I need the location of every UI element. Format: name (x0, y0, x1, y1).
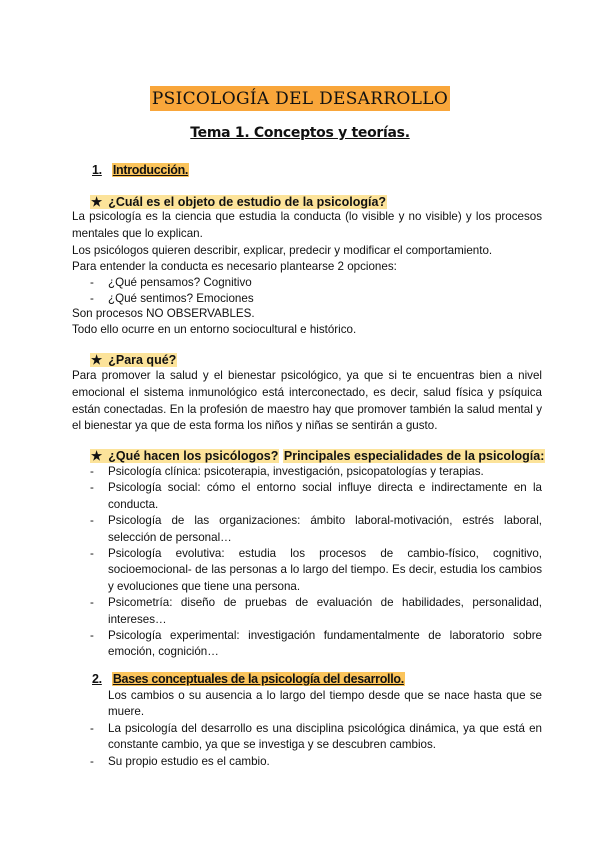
question-1-line-2: Los psicólogos quieren describir, explicar, predecir y modificar el comportamiento. (72, 244, 493, 257)
dash-bullet: - (90, 629, 94, 643)
question-2-paragraph: Para promover la salud y el bienestar psicológico, ya que si te encuentras bien a nivel emocional el sistema inmunológico está interconectado, es decir, salud física y psíquica están conectadas. En la profesión de maestro hay que promover también la salud mental y el bienestar ya que de esta forma los niños y niñas se sentirán a gusto. (72, 369, 542, 433)
question-1-line-3: Para entender la conducta es necesario plantearse 2 opciones: (72, 260, 397, 273)
question-1-line-5: Todo ello ocurre en un entorno sociocultural e histórico. (72, 323, 357, 336)
question-1-line-4: Son procesos NO OBSERVABLES. (72, 307, 255, 320)
star-icon: ★ (91, 353, 103, 367)
dash-bullet: - (90, 721, 94, 735)
section-2-intro-text: Los cambios o su ausencia a lo largo del tiempo desde que se nace hasta que se muere. (108, 689, 542, 719)
question-1-heading (90, 194, 387, 210)
subtitle-container (0, 124, 600, 142)
list-item-text: Psicometría: diseño de pruebas de evaluación de habilidades, personalidad, intereses… (108, 596, 542, 626)
star-icon: ★ (91, 195, 103, 209)
list-item (90, 513, 542, 546)
main-title-container (0, 86, 600, 111)
section-1-title: Introducción. (112, 163, 189, 177)
question-3-title: ¿Qué hacen los psicólogos? (108, 449, 279, 463)
section-2-list (90, 688, 542, 770)
list-item-text: Psicología experimental: investigación fundamentalmente de laboratorio sobre emoción, cognición… (108, 629, 542, 659)
dash-bullet: - (90, 514, 94, 528)
dash-bullet: - (90, 547, 94, 561)
specialties-list (90, 464, 542, 661)
list-item-text: Psicología social: cómo el entorno social influye directa e indirectamente en la conducta. (108, 481, 542, 511)
subtitle: Tema 1. Conceptos y teorías. (190, 125, 410, 141)
question-3-subtitle: Principales especialidades de la psicología: (283, 449, 545, 463)
list-item (90, 721, 542, 754)
question-2-heading (90, 352, 177, 368)
dash-bullet: - (90, 596, 94, 610)
question-1-paragraph: La psicología es la ciencia que estudia la conducta (lo visible y no visible) y los procesos mentales que lo explican. (72, 210, 542, 240)
list-item-text: Psicología evolutiva: estudia los procesos de cambio-físico, cognitivo, socioemocional- de las personas a lo largo del tiempo. Es decir, estudia los cambios y evoluciones que tiene una persona. (108, 547, 542, 593)
list-item-text: La psicología del desarrollo es una disciplina psicológica dinámica, ya que está en constante cambio, ya que se investiga y se descubren cambios. (108, 721, 542, 752)
star-icon: ★ (91, 449, 103, 463)
list-item-text: ¿Qué sentimos? Emociones (108, 292, 254, 305)
list-item (90, 754, 542, 770)
list-item-text: Su propio estudio es el cambio. (108, 754, 270, 768)
section-2-heading (92, 671, 405, 687)
list-item-text: Psicología clínica: psicoterapia, investigación, psicopatologías y terapias. (108, 465, 484, 478)
dash-bullet: - (90, 481, 94, 495)
section-2-intro (90, 688, 542, 721)
dash-bullet: - (90, 754, 94, 768)
section-2-title: Bases conceptuales de la psicología del desarrollo. (112, 672, 404, 686)
main-title: PSICOLOGÍA DEL DESARROLLO (150, 86, 450, 111)
question-2-title: ¿Para qué? (108, 353, 177, 367)
list-item (90, 628, 542, 661)
list-item-text: ¿Qué pensamos? Cognitivo (108, 276, 252, 289)
dash-bullet: - (90, 465, 94, 478)
list-item-text: Psicología de las organizaciones: ámbito laboral-motivación, estrés laboral, selección de personal… (108, 514, 542, 544)
list-item (90, 595, 542, 628)
list-item (90, 546, 542, 595)
dash-bullet: - (90, 276, 94, 289)
section-2-number: 2. (92, 672, 102, 686)
list-item (90, 464, 542, 480)
section-1-number: 1. (92, 163, 102, 177)
dash-bullet: - (90, 292, 94, 305)
section-1-heading (92, 162, 189, 178)
question-1-title: ¿Cuál es el objeto de estudio de la psicología? (108, 195, 387, 209)
list-item (90, 480, 542, 513)
question-3-heading (90, 448, 545, 464)
